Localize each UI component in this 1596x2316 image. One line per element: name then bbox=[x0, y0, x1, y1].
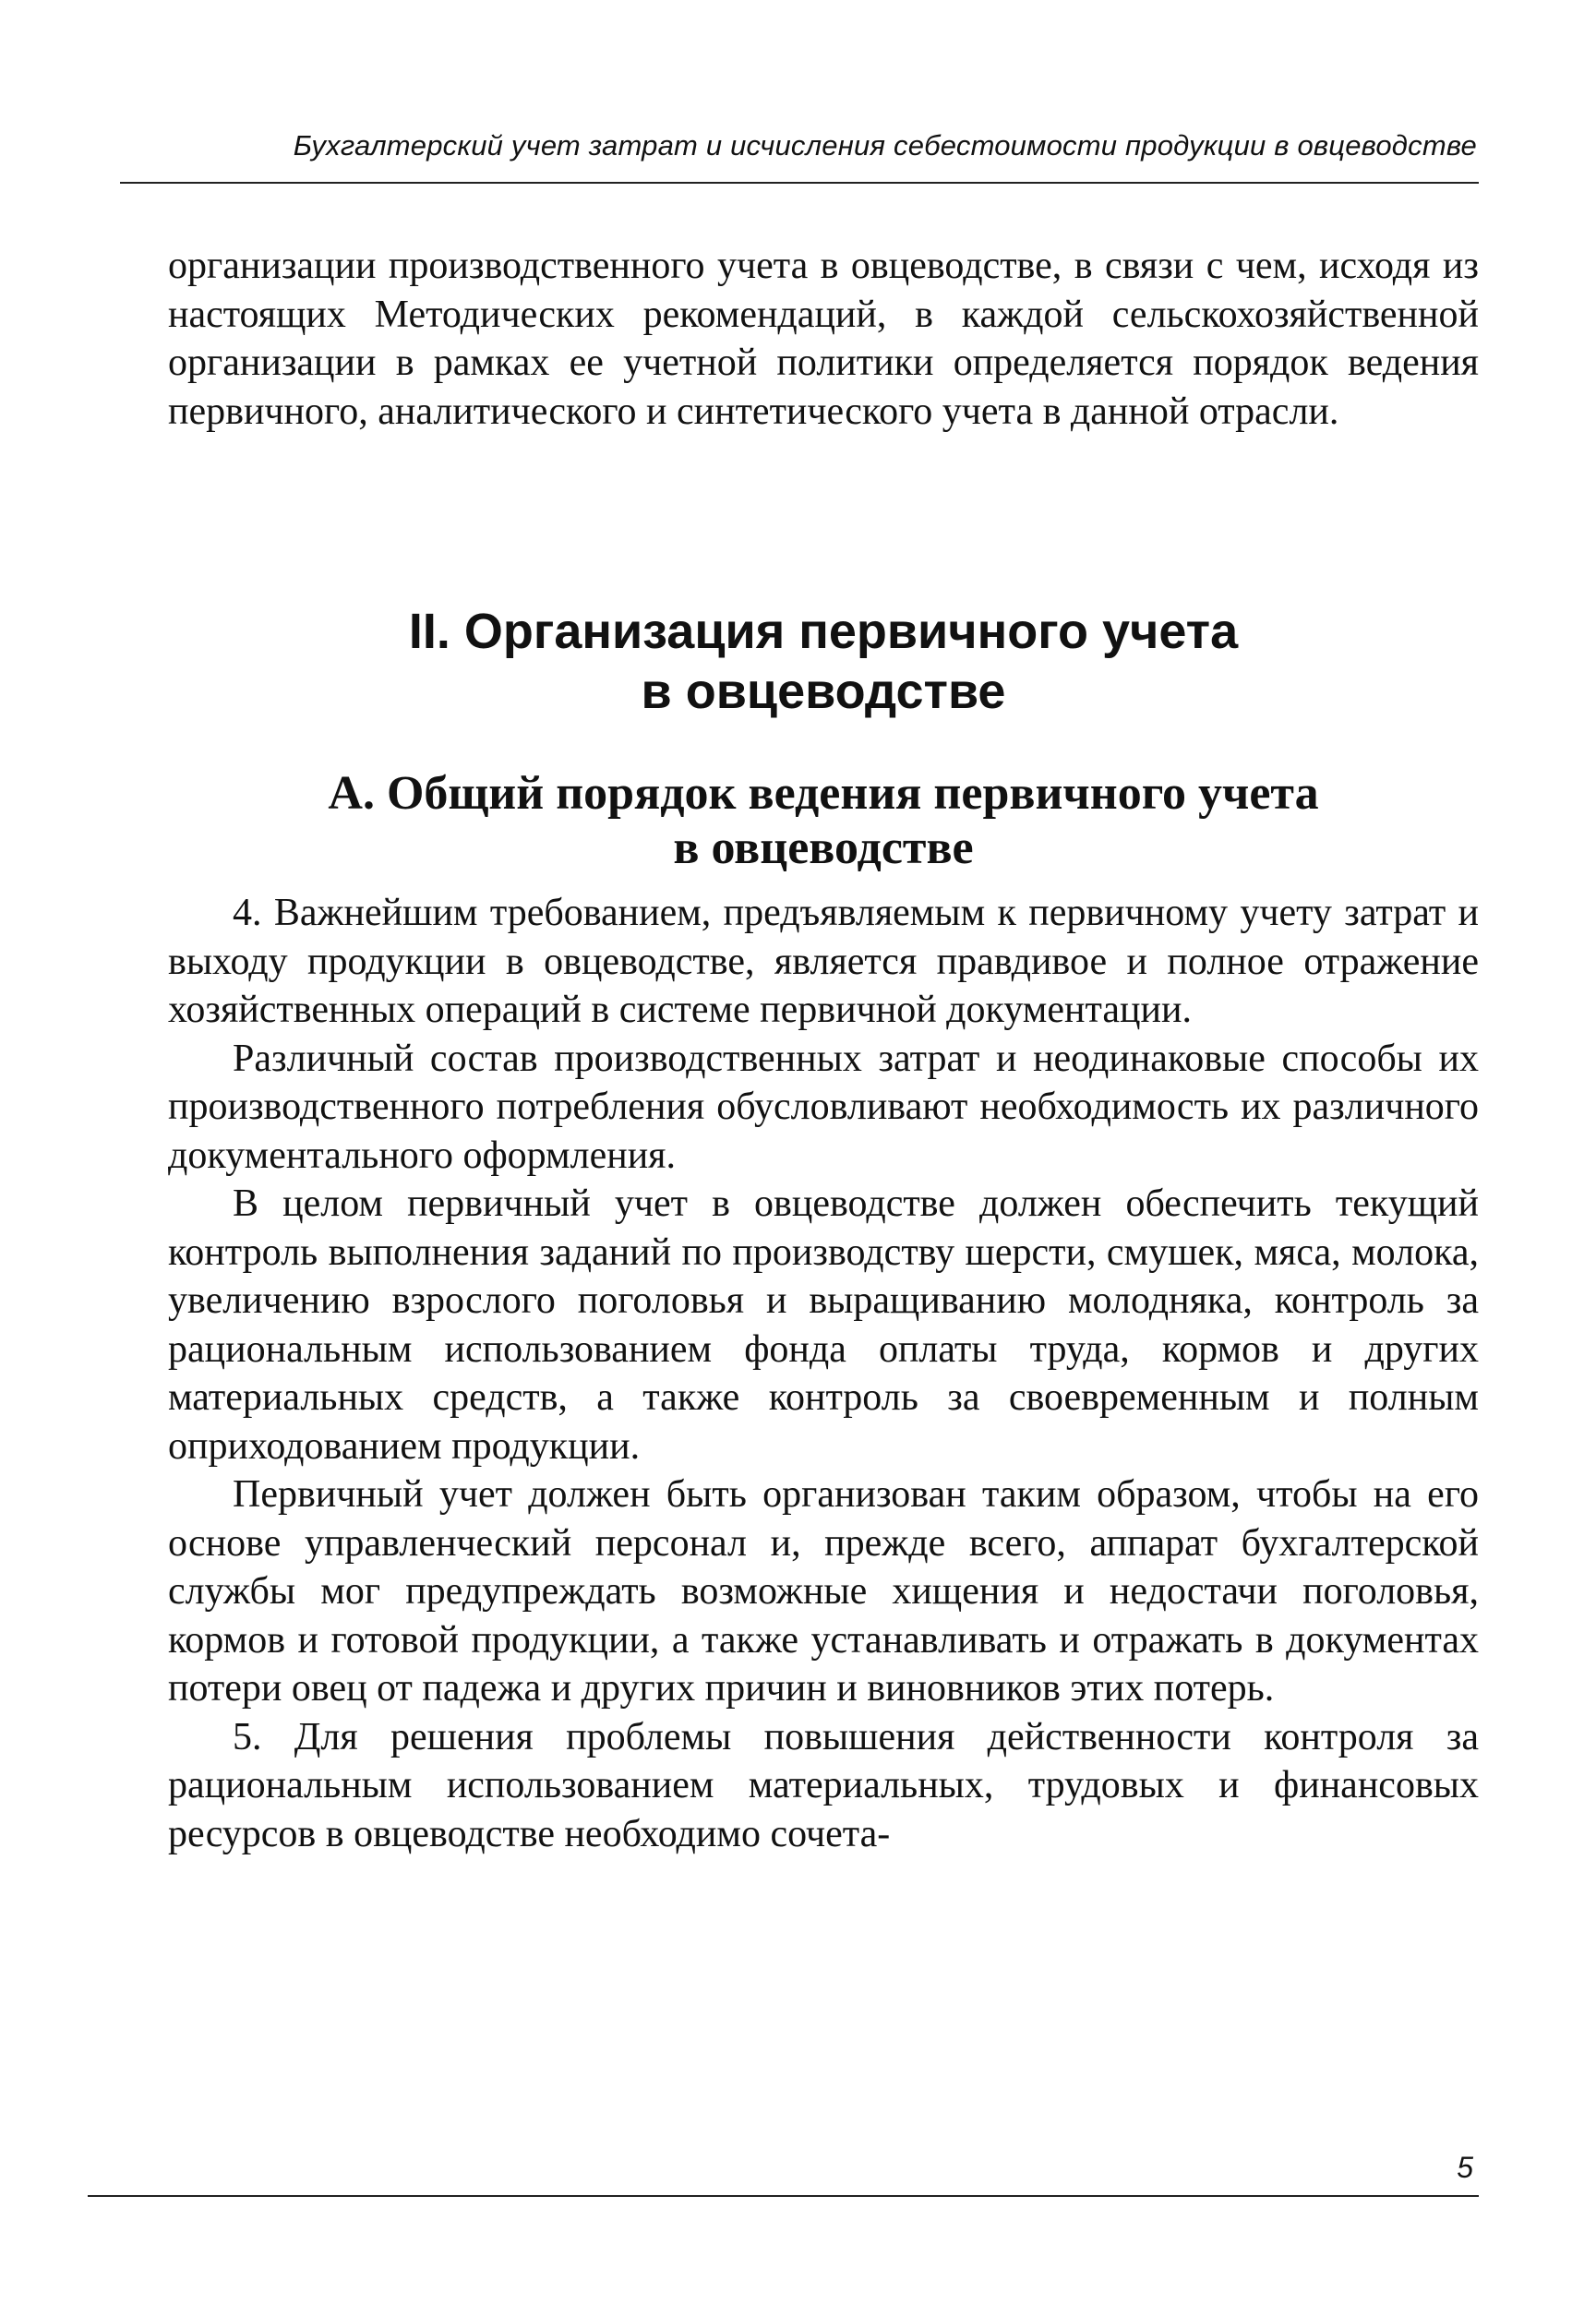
subsection-title-line-1: А. Общий порядок ведения первичного учета bbox=[328, 767, 1319, 820]
intro-text-block bbox=[168, 242, 1479, 436]
paragraph-5: 5. Для решения проблемы повышения действенности контроля за рациональным использованием материальных, трудовых и финансовых ресурсов в овцеводстве необходимо сочета- bbox=[168, 1715, 1479, 1855]
paragraph-primary-accounting-organization: Первичный учет должен быть организован таким образом, чтобы на его основе управленческий персонал и, прежде всего, аппарат бухгалтерской службы мог предупреждать возможные хищения и недостачи поголовья, кормов и готовой продукции, а также устанавливать и отражать в документах потери овец от падежа и других причин и виновников этих потерь. bbox=[168, 1473, 1479, 1710]
section-title bbox=[168, 602, 1479, 722]
page-number: 5 bbox=[1457, 2151, 1473, 2184]
intro-paragraph: организации производственного учета в овцеводстве, в связи с чем, исходя из настоящих Методических рекомендаций, в каждой сельскохозяйственной организации в рамках ее учетной политики определяется порядок ведения первичного, аналитического и синтетического учета в данной отрасли. bbox=[168, 245, 1479, 433]
paragraph-cost-composition: Различный состав производственных затрат и неодинаковые способы их производственного потребления обусловливают необходимость их различного документального оформления. bbox=[168, 1037, 1479, 1177]
header-rule bbox=[120, 182, 1479, 184]
subsection-title bbox=[168, 766, 1479, 875]
footer-rule bbox=[88, 2195, 1479, 2197]
subsection-title-line-2: в овцеводстве bbox=[673, 822, 974, 874]
paragraph-4: 4. Важнейшим требованием, предъявляемым к первичному учету затрат и выходу продукции в овцеводстве, является правдивое и полное отражение хозяйственных операций в системе первичной документации. bbox=[168, 892, 1479, 1031]
running-header: Бухгалтерский учет затрат и исчисления себестоимости продукции в овцеводстве bbox=[293, 129, 1477, 162]
section-title-line-2: в овцеводстве bbox=[641, 664, 1006, 719]
section-title-line-1: II. Организация первичного учета bbox=[408, 604, 1239, 659]
paragraph-primary-accounting-control: В целом первичный учет в овцеводстве должен обеспечить текущий контроль выполнения заданий по производству шерсти, смушек, мяса, молока, увеличению взрослого поголовья и выращиванию молодняка, контроль за рациональным использованием фонда оплаты труда, кормов и других материальных средств, а также контроль за своевременным и полным оприходованием продукции. bbox=[168, 1182, 1479, 1468]
main-text-block bbox=[168, 889, 1479, 1858]
